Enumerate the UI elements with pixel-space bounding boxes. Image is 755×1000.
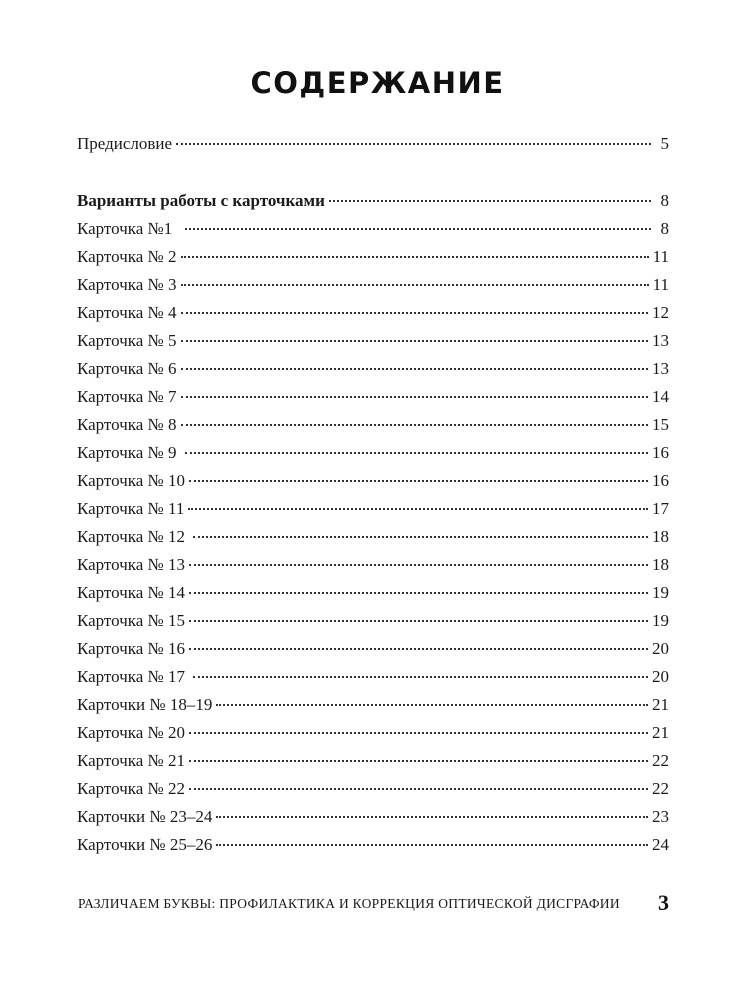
toc-entry [77, 215, 669, 243]
toc-dot-leader [189, 787, 648, 790]
toc-entry [77, 327, 669, 355]
toc-entry-label: Карточка № 12 [77, 527, 190, 546]
toc-entry-label: Карточка № 5 [77, 331, 177, 350]
toc-dot-leader [188, 507, 648, 510]
toc-entry-page: 15 [652, 415, 669, 434]
toc-entry-label: Карточка № 10 [77, 471, 186, 490]
toc-dot-leader [189, 479, 648, 482]
toc-entry [77, 803, 669, 831]
toc-entry [77, 439, 669, 467]
toc-entry-page: 8 [660, 191, 669, 210]
toc-dot-leader [189, 619, 648, 622]
toc-entry-label: Карточки № 18–19 [77, 695, 213, 714]
toc-dot-leader [181, 255, 649, 258]
toc-dot-leader [181, 339, 648, 342]
toc-entry-page: 11 [652, 275, 669, 294]
toc-entry [77, 187, 669, 215]
running-footer-title: РАЗЛИЧАЕМ БУКВЫ: ПРОФИЛАКТИКА И КОРРЕКЦИЯ ОПТИЧЕСКОЙ ДИСГРАФИИ [78, 896, 620, 911]
toc-entry [77, 579, 669, 607]
toc-entry-page: 16 [652, 443, 669, 462]
toc-entry-label: Карточки № 23–24 [77, 807, 213, 826]
toc-entry-page: 13 [652, 359, 669, 378]
toc-dot-leader [176, 142, 651, 145]
toc-entry-label: Карточка № 8 [77, 415, 177, 434]
toc-entry [77, 271, 669, 299]
toc-entry-page: 16 [652, 471, 669, 490]
toc-dot-leader [181, 423, 648, 426]
toc-dot-leader [189, 563, 648, 566]
toc-entry [77, 719, 669, 747]
toc-dot-leader [216, 843, 648, 846]
toc-entry-label: Карточка № 17 [77, 667, 190, 686]
toc-entry-label: Карточка № 2 [77, 247, 177, 266]
toc-entry-label: Карточка № 4 [77, 303, 177, 322]
toc-entry-label: Карточка №1 [77, 219, 181, 238]
toc-entry-page: 19 [652, 583, 669, 602]
toc-entry-label: Карточка № 7 [77, 387, 177, 406]
toc-entry [77, 467, 669, 495]
toc-dot-leader [185, 451, 648, 454]
toc-dot-leader [181, 367, 648, 370]
toc-entry [77, 607, 669, 635]
toc-entry [77, 775, 669, 803]
footer-page-number: 3 [658, 890, 669, 915]
toc-entry-page: 5 [660, 134, 669, 153]
toc-entry-label: Карточка № 6 [77, 359, 177, 378]
toc-entry-label: Варианты работы с карточками [77, 191, 325, 210]
toc-entry [77, 663, 669, 691]
toc-entry-label: Карточка № 14 [77, 583, 186, 602]
toc-entry-label: Карточка № 11 [77, 499, 185, 518]
toc-entry [77, 383, 669, 411]
toc-entry [77, 355, 669, 383]
toc-dot-leader [189, 759, 648, 762]
toc-dot-leader [193, 675, 648, 678]
toc-entry-label: Карточка № 20 [77, 723, 186, 742]
toc-entry-label: Карточки № 25–26 [77, 835, 213, 854]
toc-entry [77, 831, 669, 859]
toc-entry-label: Карточка № 9 [77, 443, 181, 462]
toc-entry-page: 22 [652, 751, 669, 770]
toc-entry-page: 20 [652, 639, 669, 658]
toc-entry [77, 243, 669, 271]
toc-entry [77, 691, 669, 719]
toc-entry-page: 14 [652, 387, 669, 406]
toc-entry-label: Карточка № 22 [77, 779, 186, 798]
toc-dot-leader [189, 731, 648, 734]
toc-dot-leader [216, 815, 648, 818]
toc-entry-label: Предисловие [77, 134, 173, 153]
toc-entry-page: 17 [652, 499, 669, 518]
toc-dot-leader [181, 311, 648, 314]
toc-dot-leader [189, 591, 648, 594]
toc-entry-page: 11 [652, 247, 669, 266]
toc-entry-page: 23 [652, 807, 669, 826]
toc-entry-page: 18 [652, 555, 669, 574]
toc-entry-page: 13 [652, 331, 669, 350]
toc-dot-leader [329, 199, 651, 202]
table-of-contents [77, 130, 669, 859]
toc-entry-page: 20 [652, 667, 669, 686]
toc-entry-page: 21 [652, 695, 669, 714]
toc-entry-label: Карточка № 13 [77, 555, 186, 574]
toc-entry-page: 8 [660, 219, 669, 238]
toc-entry [77, 635, 669, 663]
toc-entry-page: 21 [652, 723, 669, 742]
toc-entry-label: Карточка № 15 [77, 611, 186, 630]
toc-entry [77, 411, 669, 439]
toc-entry-page: 22 [652, 779, 669, 798]
toc-entry-label: Карточка № 3 [77, 275, 177, 294]
toc-entry-label: Карточка № 21 [77, 751, 186, 770]
toc-entry-page: 12 [652, 303, 669, 322]
toc-dot-leader [193, 535, 648, 538]
toc-dot-leader [189, 647, 648, 650]
toc-dot-leader [185, 227, 651, 230]
toc-entry [77, 299, 669, 327]
toc-entry [77, 130, 669, 158]
toc-entry [77, 551, 669, 579]
toc-entry-label: Карточка № 16 [77, 639, 186, 658]
toc-dot-leader [216, 703, 648, 706]
toc-entry-page: 24 [652, 835, 669, 854]
page-title: СОДЕРЖАНИЕ [250, 66, 505, 100]
toc-dot-leader [181, 283, 649, 286]
toc-entry-page: 19 [652, 611, 669, 630]
toc-entry [77, 747, 669, 775]
toc-entry-page: 18 [652, 527, 669, 546]
toc-entry [77, 523, 669, 551]
toc-entry [77, 495, 669, 523]
toc-dot-leader [181, 395, 648, 398]
